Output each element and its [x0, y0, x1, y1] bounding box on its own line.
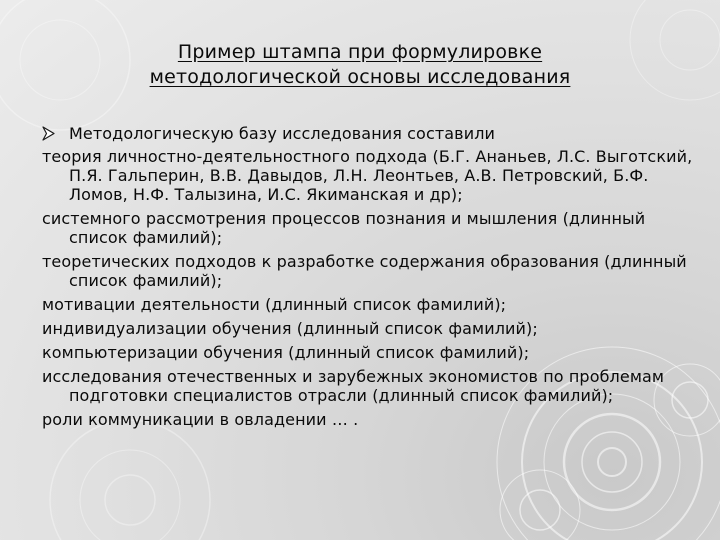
- title-line-1: Пример штампа при формулировке: [177, 41, 543, 63]
- list-item: теоретических подходов к разработке содержания образования (длинный список фамилий);: [42, 252, 687, 290]
- slide-title: [60, 40, 660, 90]
- list-item: мотивации деятельности (длинный список фамилий);: [42, 295, 507, 314]
- slide-body: [42, 124, 702, 434]
- list-item: роли коммуникации в овладении … .: [42, 410, 359, 429]
- list-item: индивидуализации обучения (длинный список фамилий);: [42, 319, 538, 338]
- list-item: компьютеризации обучения (длинный список фамилий);: [42, 343, 530, 362]
- list-item: системного рассмотрения процессов познания и мышления (длинный список фамилий);: [42, 209, 646, 247]
- arrow-bullet-icon: [42, 126, 56, 141]
- intro-text: Методологическую базу исследования составили: [69, 124, 496, 143]
- title-line-2: методологической основы исследования: [149, 66, 571, 88]
- list-item: теория личностно-деятельностного подхода (Б.Г. Ананьев, Л.С. Выготский, П.Я. Гальперин, В.В. Давыдов, Л.Н. Леонтьев, А.В. Петровский, Б.Ф. Ломов, Н.Ф. Талызина, И.С. Якиманская и др);: [42, 147, 693, 204]
- list-item: исследования отечественных и зарубежных экономистов по проблемам подготовки специалистов отрасли (длинный список фамилий);: [42, 367, 665, 405]
- intro-bullet: [42, 124, 702, 143]
